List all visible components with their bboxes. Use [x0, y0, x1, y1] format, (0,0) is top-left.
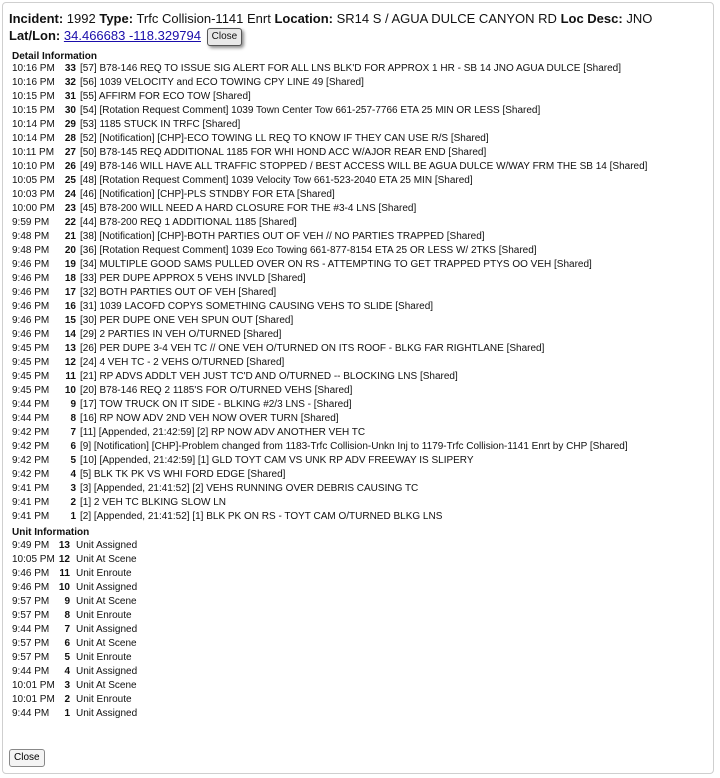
- row-text: [26] PER DUPE 3-4 VEH TC // ONE VEH O/TURNED ON ITS ROOF - BLKG FAR RIGHTLANE [Shared]: [80, 343, 545, 354]
- detail-row: [12, 300, 708, 314]
- row-number: 1: [70, 511, 76, 522]
- row-text: Unit Assigned: [76, 624, 138, 635]
- row-text: [33] PER DUPE APPROX 5 VEHS INVLD [Shared]: [80, 273, 306, 284]
- detail-row: [12, 510, 708, 524]
- unit-row: [12, 651, 708, 665]
- detail-row: [12, 468, 708, 482]
- row-text: Unit Assigned: [76, 540, 138, 551]
- row-text: Unit At Scene: [76, 680, 137, 691]
- detail-row: [12, 202, 708, 216]
- row-text: Unit Enroute: [76, 694, 132, 705]
- row-number: 2: [70, 497, 76, 508]
- row-time: 9:45 PM: [12, 371, 50, 382]
- row-time: 9:46 PM: [12, 259, 50, 270]
- unit-row: [12, 679, 708, 693]
- unit-row: [12, 581, 708, 595]
- row-text: [11] [Appended, 21:42:59] [2] RP NOW ADV ANOTHER VEH TC: [80, 427, 366, 438]
- row-text: Unit Assigned: [76, 708, 138, 719]
- row-time: 9:57 PM: [12, 652, 50, 663]
- row-text: [21] RP ADVS ADDLT VEH JUST TC'D AND O/TURNED -- BLOCKING LNS [Shared]: [80, 371, 458, 382]
- row-number: 28: [64, 133, 76, 144]
- loc-desc-label: Loc Desc:: [560, 11, 623, 26]
- row-time: 9:46 PM: [12, 315, 50, 326]
- row-text: [24] 4 VEH TC - 2 VEHS O/TURNED [Shared]: [80, 357, 285, 368]
- row-number: 10: [64, 385, 76, 396]
- unit-row: [12, 693, 708, 707]
- row-time: 9:46 PM: [12, 568, 50, 579]
- row-number: 13: [64, 343, 76, 354]
- row-number: 7: [70, 427, 76, 438]
- row-number: 9: [64, 596, 70, 607]
- row-number: 6: [64, 638, 70, 649]
- row-text: [46] [Notification] [CHP]-PLS STNDBY FOR ETA [Shared]: [80, 189, 335, 200]
- detail-row: [12, 384, 708, 398]
- row-text: [36] [Rotation Request Comment] 1039 Eco Towing 661-877-8154 ETA 25 OR LESS W/ 2TKS [Shared]: [80, 245, 537, 256]
- row-text: [48] [Rotation Request Comment] 1039 Velocity Tow 661-523-2040 ETA 25 MIN [Shared]: [80, 175, 473, 186]
- unit-row: [12, 553, 708, 567]
- row-number: 15: [64, 315, 76, 326]
- row-time: 9:44 PM: [12, 624, 50, 635]
- row-time: 9:57 PM: [12, 638, 50, 649]
- row-time: 9:45 PM: [12, 357, 50, 368]
- row-text: Unit Enroute: [76, 610, 132, 621]
- detail-row: [12, 230, 708, 244]
- row-number: 30: [64, 105, 76, 116]
- row-text: Unit Assigned: [76, 666, 138, 677]
- detail-row: [12, 188, 708, 202]
- row-number: 11: [59, 568, 70, 579]
- row-time: 10:05 PM: [12, 554, 55, 565]
- row-time: 10:14 PM: [12, 133, 55, 144]
- row-time: 10:15 PM: [12, 105, 55, 116]
- row-time: 9:44 PM: [12, 413, 50, 424]
- detail-row: [12, 132, 708, 146]
- row-text: [44] B78-200 REQ 1 ADDITIONAL 1185 [Shared]: [80, 217, 297, 228]
- row-time: 9:57 PM: [12, 610, 50, 621]
- latlon-link[interactable]: 34.466683 -118.329794: [63, 28, 201, 43]
- row-text: [30] PER DUPE ONE VEH SPUN OUT [Shared]: [80, 315, 294, 326]
- row-number: 27: [64, 147, 76, 158]
- detail-row: [12, 104, 708, 118]
- row-text: [17] TOW TRUCK ON IT SIDE - BLKING #2/3 LNS - [Shared]: [80, 399, 352, 410]
- unit-row: [12, 595, 708, 609]
- detail-row: [12, 62, 708, 76]
- row-time: 10:16 PM: [12, 77, 55, 88]
- row-number: 33: [64, 63, 76, 74]
- row-number: 11: [65, 371, 76, 382]
- row-text: [9] [Notification] [CHP]-Problem changed from 1183-Trfc Collision-Unkn Inj to 1179-Trfc Collision-1141 Enrt by CHP [Shared]: [80, 441, 628, 452]
- detail-row: [12, 146, 708, 160]
- loc-desc-value: JNO: [626, 11, 653, 26]
- detail-row: [12, 258, 708, 272]
- row-number: 31: [64, 91, 76, 102]
- row-number: 3: [70, 483, 76, 494]
- row-time: 9:44 PM: [12, 399, 50, 410]
- row-text: [50] B78-145 REQ ADDITIONAL 1185 FOR WHI HOND ACC W/AJOR REAR END [Shared]: [80, 147, 487, 158]
- row-time: 9:44 PM: [12, 666, 50, 677]
- unit-row: [12, 609, 708, 623]
- row-number: 17: [64, 287, 76, 298]
- unit-information-title: Unit Information: [12, 527, 90, 538]
- row-time: 9:41 PM: [12, 511, 50, 522]
- row-time: 10:11 PM: [12, 147, 55, 158]
- row-time: 10:05 PM: [12, 175, 55, 186]
- row-time: 9:45 PM: [12, 343, 50, 354]
- row-time: 10:00 PM: [12, 203, 55, 214]
- detail-row: [12, 174, 708, 188]
- row-time: 9:46 PM: [12, 301, 50, 312]
- detail-list: [12, 62, 708, 524]
- unit-row: [12, 623, 708, 637]
- detail-row: [12, 398, 708, 412]
- row-number: 12: [64, 357, 76, 368]
- row-time: 9:46 PM: [12, 287, 50, 298]
- unit-row: [12, 637, 708, 651]
- row-text: Unit At Scene: [76, 638, 137, 649]
- close-button-bottom[interactable]: Close: [9, 749, 45, 767]
- row-time: 10:16 PM: [12, 63, 55, 74]
- row-text: [34] MULTIPLE GOOD SAMS PULLED OVER ON RS - ATTEMPTING TO GET TRAPPED PTYS OO VEH [Shared]: [80, 259, 592, 270]
- row-number: 8: [64, 610, 70, 621]
- detail-row: [12, 314, 708, 328]
- close-button-top[interactable]: Close: [207, 28, 243, 46]
- row-time: 9:48 PM: [12, 245, 50, 256]
- detail-row: [12, 412, 708, 426]
- row-text: [54] [Rotation Request Comment] 1039 Town Center Tow 661-257-7766 ETA 25 MIN OR LESS [Shared]: [80, 105, 541, 116]
- row-number: 1: [64, 708, 70, 719]
- row-time: 10:03 PM: [12, 189, 55, 200]
- row-time: 9:57 PM: [12, 596, 50, 607]
- row-number: 4: [64, 666, 70, 677]
- row-time: 9:42 PM: [12, 427, 50, 438]
- row-number: 4: [70, 469, 76, 480]
- row-time: 9:49 PM: [12, 540, 50, 551]
- detail-row: [12, 160, 708, 174]
- row-number: 23: [64, 203, 76, 214]
- detail-row: [12, 342, 708, 356]
- row-time: 9:42 PM: [12, 469, 50, 480]
- row-time: 9:59 PM: [12, 217, 50, 228]
- detail-row: [12, 76, 708, 90]
- row-number: 8: [70, 413, 76, 424]
- location-label: Location:: [274, 11, 333, 26]
- row-time: 9:46 PM: [12, 582, 50, 593]
- latlon-label: Lat/Lon:: [9, 28, 61, 43]
- row-time: 9:46 PM: [12, 329, 50, 340]
- row-text: [20] B78-146 REQ 2 1185'S FOR O/TURNED VEHS [Shared]: [80, 385, 353, 396]
- row-number: 10: [58, 582, 70, 593]
- row-text: [55] AFFIRM FOR ECO TOW [Shared]: [80, 91, 251, 102]
- row-text: [3] [Appended, 21:41:52] [2] VEHS RUNNING OVER DEBRIS CAUSING TC: [80, 483, 419, 494]
- row-time: 10:15 PM: [12, 91, 55, 102]
- unit-row: [12, 707, 708, 721]
- row-text: [31] 1039 LACOFD COPYS SOMETHING CAUSING VEHS TO SLIDE [Shared]: [80, 301, 434, 312]
- detail-row: [12, 216, 708, 230]
- detail-row: [12, 244, 708, 258]
- row-number: 26: [64, 161, 76, 172]
- row-number: 20: [64, 245, 76, 256]
- row-number: 24: [64, 189, 76, 200]
- detail-row: [12, 286, 708, 300]
- row-text: [57] B78-146 REQ TO ISSUE SIG ALERT FOR ALL LNS BLK'D FOR APPROX 1 HR - SB 14 JNO AGUA DULCE [Shared]: [80, 63, 622, 74]
- incident-number: 1992: [66, 11, 96, 26]
- row-number: 6: [70, 441, 76, 452]
- detail-row: [12, 272, 708, 286]
- row-number: 13: [58, 540, 70, 551]
- row-number: 5: [64, 652, 70, 663]
- unit-list: [12, 539, 708, 721]
- row-number: 32: [64, 77, 76, 88]
- incident-type: Trfc Collision-1141 Enrt: [136, 11, 271, 26]
- row-time: 9:45 PM: [12, 385, 50, 396]
- row-time: 9:42 PM: [12, 455, 50, 466]
- unit-row: [12, 567, 708, 581]
- row-text: [56] 1039 VELOCITY and ECO TOWING CPY LINE 49 [Shared]: [80, 77, 364, 88]
- row-time: 10:10 PM: [12, 161, 55, 172]
- row-number: 3: [64, 680, 70, 691]
- row-number: 16: [64, 301, 76, 312]
- unit-row: [12, 665, 708, 679]
- row-time: 9:41 PM: [12, 497, 50, 508]
- row-text: [45] B78-200 WILL NEED A HARD CLOSURE FOR THE #3-4 LNS [Shared]: [80, 203, 417, 214]
- row-time: 10:01 PM: [12, 694, 55, 705]
- row-text: Unit Assigned: [76, 582, 138, 593]
- row-number: 9: [70, 399, 76, 410]
- incident-location: SR14 S / AGUA DULCE CANYON RD: [336, 11, 557, 26]
- detail-row: [12, 454, 708, 468]
- row-number: 29: [64, 119, 76, 130]
- row-text: [38] [Notification] [CHP]-BOTH PARTIES OUT OF VEH // NO PARTIES TRAPPED [Shared]: [80, 231, 485, 242]
- row-time: 10:01 PM: [12, 680, 55, 691]
- detail-row: [12, 90, 708, 104]
- row-number: 7: [64, 624, 70, 635]
- row-text: Unit Enroute: [76, 652, 132, 663]
- row-number: 5: [70, 455, 76, 466]
- row-text: [5] BLK TK PK VS WHI FORD EDGE [Shared]: [80, 469, 286, 480]
- incident-header: [9, 10, 699, 46]
- row-text: [16] RP NOW ADV 2ND VEH NOW OVER TURN [Shared]: [80, 413, 339, 424]
- detail-row: [12, 426, 708, 440]
- row-time: 9:46 PM: [12, 273, 50, 284]
- detail-row: [12, 482, 708, 496]
- row-time: 9:41 PM: [12, 483, 50, 494]
- row-number: 18: [64, 273, 76, 284]
- detail-row: [12, 356, 708, 370]
- row-number: 22: [64, 217, 76, 228]
- row-text: Unit At Scene: [76, 596, 137, 607]
- row-text: [10] [Appended, 21:42:59] [1] GLD TOYT CAM VS UNK RP ADV FREEWAY IS SLIPERY: [80, 455, 474, 466]
- type-label: Type:: [99, 11, 134, 26]
- detail-row: [12, 496, 708, 510]
- row-text: [52] [Notification] [CHP]-ECO TOWING LL REQ TO KNOW IF THEY CAN USE R/S [Shared]: [80, 133, 489, 144]
- unit-row: [12, 539, 708, 553]
- detail-information-title: Detail Information: [12, 51, 98, 62]
- row-text: [29] 2 PARTIES IN VEH O/TURNED [Shared]: [80, 329, 282, 340]
- row-time: 9:48 PM: [12, 231, 50, 242]
- row-text: [1] 2 VEH TC BLKING SLOW LN: [80, 497, 226, 508]
- row-time: 10:14 PM: [12, 119, 55, 130]
- row-time: 9:42 PM: [12, 441, 50, 452]
- row-number: 19: [64, 259, 76, 270]
- row-text: [2] [Appended, 21:41:52] [1] BLK PK ON RS - TOYT CAM O/TURNED BLKG LNS: [80, 511, 443, 522]
- incident-label: Incident:: [9, 11, 64, 26]
- row-number: 12: [58, 554, 70, 565]
- row-number: 21: [64, 231, 76, 242]
- row-text: [32] BOTH PARTIES OUT OF VEH [Shared]: [80, 287, 277, 298]
- detail-row: [12, 440, 708, 454]
- row-text: [49] B78-146 WILL HAVE ALL TRAFFIC STOPPED / BEST ACCESS WILL BE AGUA DULCE W/WAY FRM THE SB 14 [Shared]: [80, 161, 648, 172]
- row-text: [53] 1185 STUCK IN TRFC [Shared]: [80, 119, 241, 130]
- row-number: 14: [64, 329, 76, 340]
- row-time: 9:44 PM: [12, 708, 50, 719]
- row-text: Unit At Scene: [76, 554, 137, 565]
- detail-row: [12, 328, 708, 342]
- row-text: Unit Enroute: [76, 568, 132, 579]
- row-number: 2: [64, 694, 70, 705]
- detail-row: [12, 118, 708, 132]
- detail-row: [12, 370, 708, 384]
- row-number: 25: [64, 175, 76, 186]
